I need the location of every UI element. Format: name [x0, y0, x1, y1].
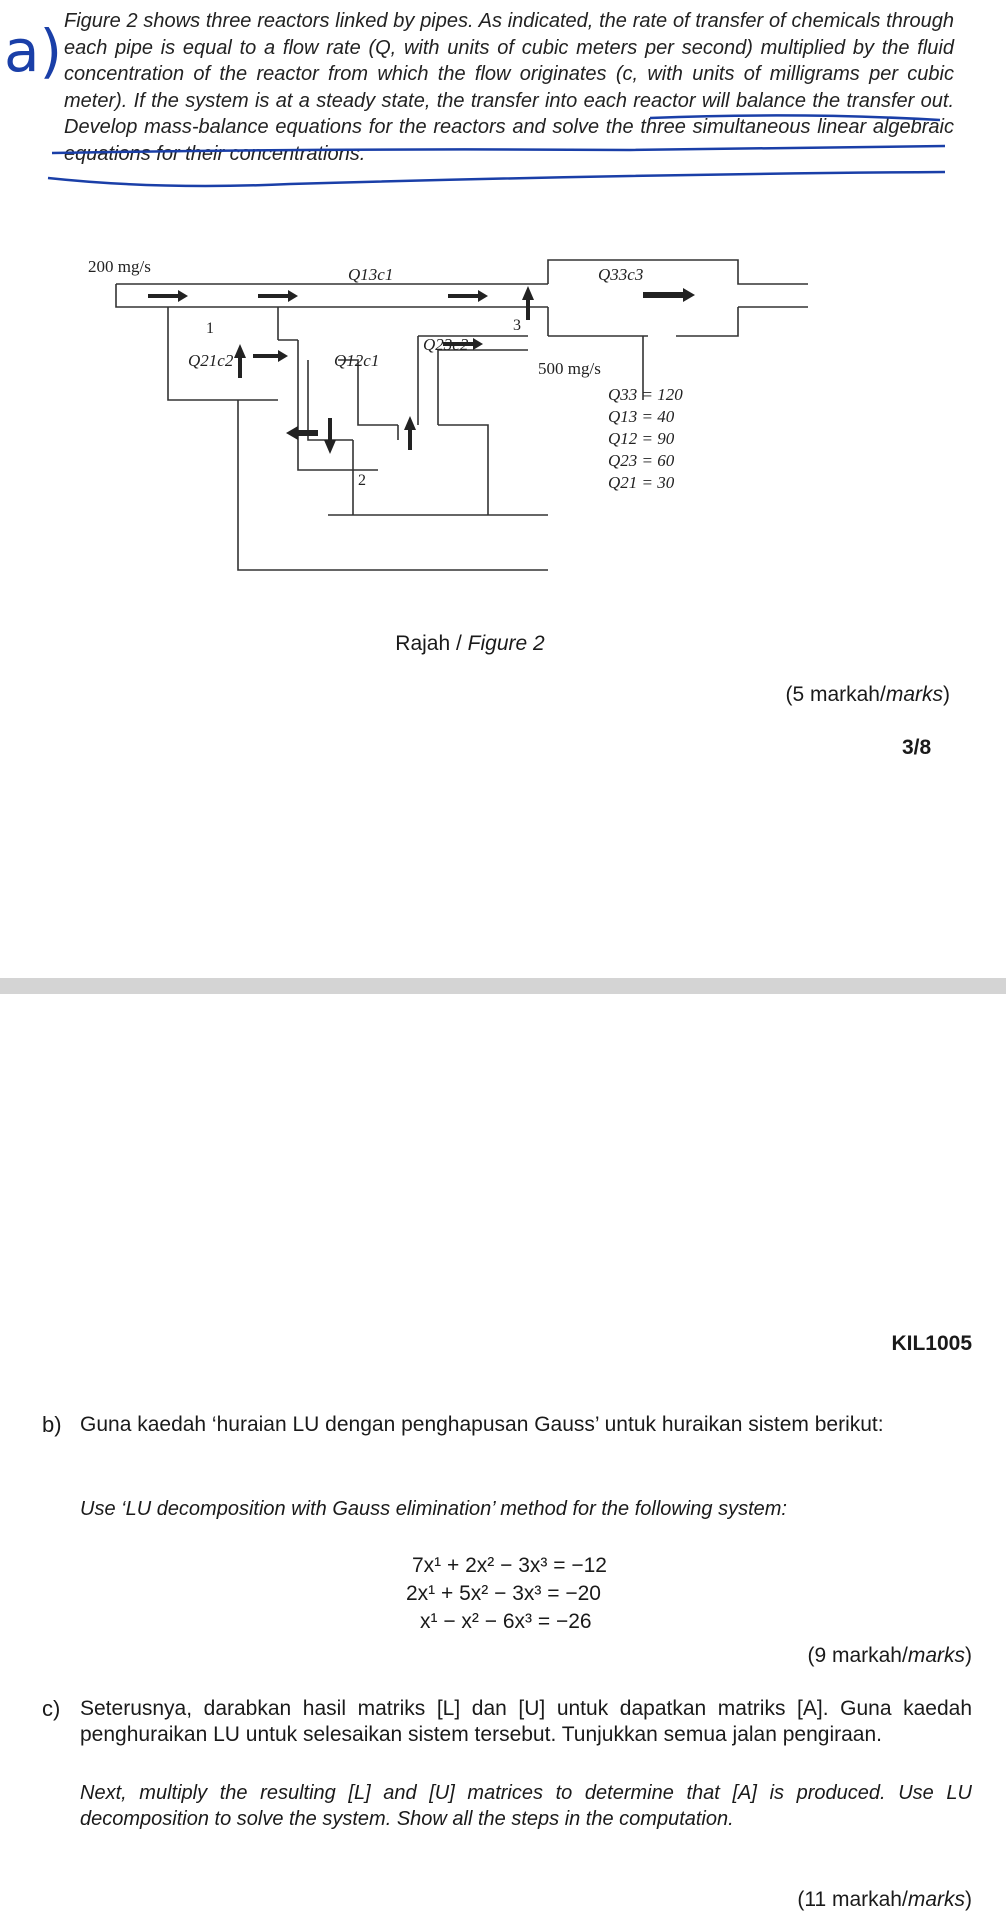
marks-malay: (5 markah/: [785, 683, 886, 706]
pen-underline: [40, 100, 960, 190]
reactor-3-label: 3: [513, 317, 521, 334]
figure-caption: [0, 632, 940, 656]
reactor-1-label: 1: [206, 320, 214, 337]
handwritten-a-label: a): [4, 17, 63, 85]
part-c-english: Next, multiply the resulting [L] and [U] matrices to determine that [A] is produced. Use LU decomposition to solve the system. Show all the steps in the computation.: [80, 1782, 972, 1830]
marks-malay: (9 markah/: [807, 1644, 908, 1667]
marks-close: ): [965, 1644, 972, 1667]
pipe-label-q21c2: Q21c2: [188, 351, 234, 370]
value-q23: Q23 = 60: [608, 451, 675, 470]
reactor-2-label: 2: [358, 472, 366, 489]
part-c-letter: c): [42, 1696, 61, 1721]
pipe-label-q12c1: Q12c1: [334, 351, 380, 370]
reactor-diagram: [88, 240, 868, 600]
part-c-marks: [560, 1888, 972, 1912]
value-q33: Q33 = 120: [608, 385, 683, 404]
course-code: KIL1005: [891, 1332, 972, 1355]
pipe-label-q33c3: Q33c3: [598, 265, 644, 284]
page-number: 3/8: [902, 736, 932, 759]
caption-figure: Figure 2: [467, 632, 545, 655]
marks-close: ): [965, 1888, 972, 1911]
value-q12: Q12 = 90: [608, 429, 675, 448]
marks-en: marks: [885, 683, 943, 706]
part-a-marks: [600, 683, 950, 707]
part-c-malay: Seterusnya, darabkan hasil matriks [L] dan [U] untuk dapatkan matriks [A]. Guna kaedah penghuraikan LU untuk selesaikan sistem tersebut. Tunjukkan semua jalan pengiraan.: [80, 1697, 972, 1746]
pipe-label-q23c2: Q23c2: [423, 335, 469, 354]
equation-1: 7x¹ + 2x² − 3x³ = −12: [412, 1554, 607, 1577]
value-q13: Q13 = 40: [608, 407, 675, 426]
part-b-letter: b): [42, 1412, 62, 1437]
marks-malay: (11 markah/: [797, 1888, 908, 1911]
part-a-question-text: Figure 2 shows three reactors linked by pipes. As indicated, the rate of transfer of chemicals through each pipe is equal to a flow rate (Q, with units of cubic meters per second) multiplied by the fluid concentration of the reactor from which the flow originates (c, with units of milligrams per cubic meter). If the system is at a steady state, the transfer into each reactor will balance the transfer out. Develop mass-balance equations for the reactors and solve the three simultaneous linear algebraic equations for their concentrations.: [64, 10, 954, 165]
part-b-english: Use ‘LU decomposition with Gauss elimination’ method for the following system:: [80, 1498, 787, 1520]
part-b-marks: [600, 1644, 972, 1668]
inflow-3-label: 500 mg/s: [538, 359, 601, 378]
inflow-1-label: 200 mg/s: [88, 257, 151, 276]
equation-2: 2x¹ + 5x² − 3x³ = −20: [406, 1582, 601, 1605]
pipe-label-q13c1: Q13c1: [348, 265, 394, 284]
equation-3: x¹ − x² − 6x³ = −26: [420, 1610, 592, 1633]
marks-en: marks: [907, 1644, 965, 1667]
value-q21: Q21 = 30: [608, 473, 675, 492]
part-b-malay: Guna kaedah ‘huraian LU dengan penghapusan Gauss’ untuk huraikan sistem berikut:: [80, 1413, 884, 1436]
caption-rajah: Rajah /: [395, 632, 468, 655]
page-divider: [0, 978, 1006, 994]
marks-en: marks: [907, 1888, 965, 1911]
marks-close: ): [943, 683, 950, 706]
